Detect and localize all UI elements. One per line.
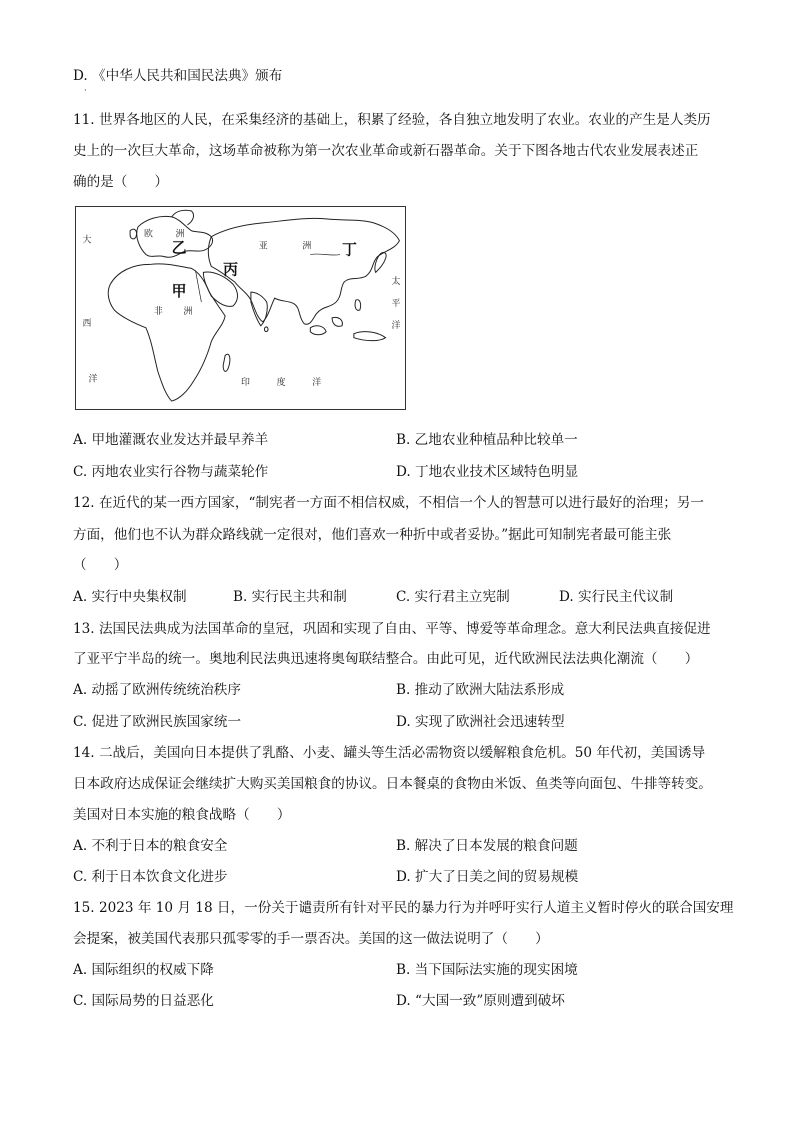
label-europe-2: 洲 [175,229,185,240]
q13-stem-line2: 了亚平宁半岛的统一。奥地利民法典迅速将奥匈联结整合。由此可见，近代欧洲民法法典化潮流（ ） [73,651,699,667]
q11-stem-line1: 11. 世界各地区的人民，在采集经济的基础上，积累了经验，各自独立地发明了农业。农业的产生是人类历 [73,112,711,128]
q11-world-map [75,206,406,410]
q15-option-c: C. 国际局势的日益恶化 [73,993,214,1009]
label-asia-1: 亚 [258,241,268,252]
q14-option-c: C. 利于日本饮食文化进步 [73,869,228,885]
label-pacific-2: 平 [391,299,401,310]
q13-option-a: A. 动摇了欧洲传统统治秩序 [73,682,241,698]
label-atlantic-1: 大 [82,235,92,246]
africa-coast [108,264,225,401]
q15-stem-line2: 会提案，被美国代表那只孤零零的手一票否决。美国的这一做法说明了（ ） [73,931,549,947]
q11-option-b: B. 乙地农业种植品种比较单一 [396,432,578,448]
yellow-river [310,254,340,255]
q14-stem-line2: 日本政府达成保证会继续扩大购买美国粮食的协议。日本餐桌的食物由米饭、鱼类等向面包、牛排等转变。 [73,776,712,792]
sea-islands-1 [310,326,326,335]
marker-yi: 乙 [171,238,187,257]
marker-bing: 丙 [223,260,239,279]
q14-stem-line1: 14. 二战后，美国向日本提供了乳酪、小麦、罐头等生活必需物资以缓解粮食危机。50 年代初，美国诱导 [73,745,706,761]
q11-option-c: C. 丙地农业实行谷物与蔬菜轮作 [73,464,269,480]
label-africa-1: 非 [153,306,163,317]
q12-option-c: C. 实行君主立宪制 [396,589,510,605]
q12-stem-line2: 方面，他们也不认为群众路线就一定很对，他们喜欢一种折中或者妥协。”据此可知制宪者最可能主张 [73,527,672,543]
q15-option-d: D. “大国一致”原则遭到破坏 [396,993,565,1009]
label-indian-2: 度 [276,378,286,389]
marker-jia: 甲 [171,282,187,301]
sri-lanka [264,327,267,332]
scandinavia-coast [172,210,194,225]
philippines [355,300,361,311]
label-pacific-1: 太 [391,277,401,288]
label-atlantic-3: 洋 [88,374,98,385]
world-map-svg [76,207,405,409]
q12-option-b: B. 实行民主共和制 [233,589,347,605]
q12-stem-line1: 12. 在近代的某一西方国家，“制宪者一方面不相信权威，不相信一个人的智慧可以进行最好的治理；另一 [73,495,705,511]
q13-stem-line1: 13. 法国民法典成为法国革命的皇冠，巩固和实现了自由、平等、博爱等革命理念。意大利民法典直接促进 [73,621,711,637]
british-isles [130,229,136,239]
q13-option-b: B. 推动了欧洲大陆法系形成 [396,682,565,698]
q11-stem-line2: 史上的一次巨大革命，这场革命被称为第一次农业革命或新石器革命。关于下图各地古代农业发展表述正 [73,143,699,159]
nile-river [195,270,201,302]
q14-stem-line3: 美国对日本实施的粮食战略（ ） [73,807,291,823]
new-guinea [354,332,386,341]
q10-option-d: D. 《中华人民共和国民法典》颁布 [73,68,283,84]
label-pacific-3: 洋 [391,320,401,331]
label-africa-2: 洲 [183,306,193,317]
q15-option-a: A. 国际组织的权威下降 [73,962,214,978]
marker-ding: 丁 [341,240,357,259]
label-asia-2: 洲 [302,241,312,252]
japan-islands [375,252,386,272]
sea-islands-2 [332,317,342,326]
label-indian-1: 印 [240,378,250,389]
q11-option-a: A. 甲地灌溉农业发达并最早养羊 [73,432,269,448]
q14-option-d: D. 扩大了日美之间的贸易规模 [396,869,579,885]
dot-mark: · [84,86,87,95]
q12-option-a: A. 实行中央集权制 [73,589,187,605]
label-atlantic-2: 西 [82,318,92,329]
q11-option-d: D. 丁地农业技术区域特色明显 [396,464,579,480]
q11-stem-line3: 确的是（ ） [73,174,169,190]
q12-option-d: D. 实行民主代议制 [559,589,674,605]
q14-option-a: A. 不利于日本的粮食安全 [73,838,228,854]
q13-option-d: D. 实现了欧洲社会迅速转型 [396,714,565,730]
q15-stem-line1: 15. 2023 年 10 月 18 日，一份关于谴责所有针对平民的暴力行为并呼吁实行人道主义暂时停火的联合国安理 [73,900,734,916]
label-europe-1: 欧 [143,229,153,240]
q12-stem-line3: （ ） [73,557,128,573]
q13-option-c: C. 促进了欧洲民族国家统一 [73,714,242,730]
q15-option-b: B. 当下国际法实施的现实困境 [396,962,578,978]
label-indian-3: 洋 [312,378,322,389]
india-coast [251,292,267,326]
q14-option-b: B. 解决了日本发展的粮食问题 [396,838,578,854]
madagascar [223,354,230,371]
